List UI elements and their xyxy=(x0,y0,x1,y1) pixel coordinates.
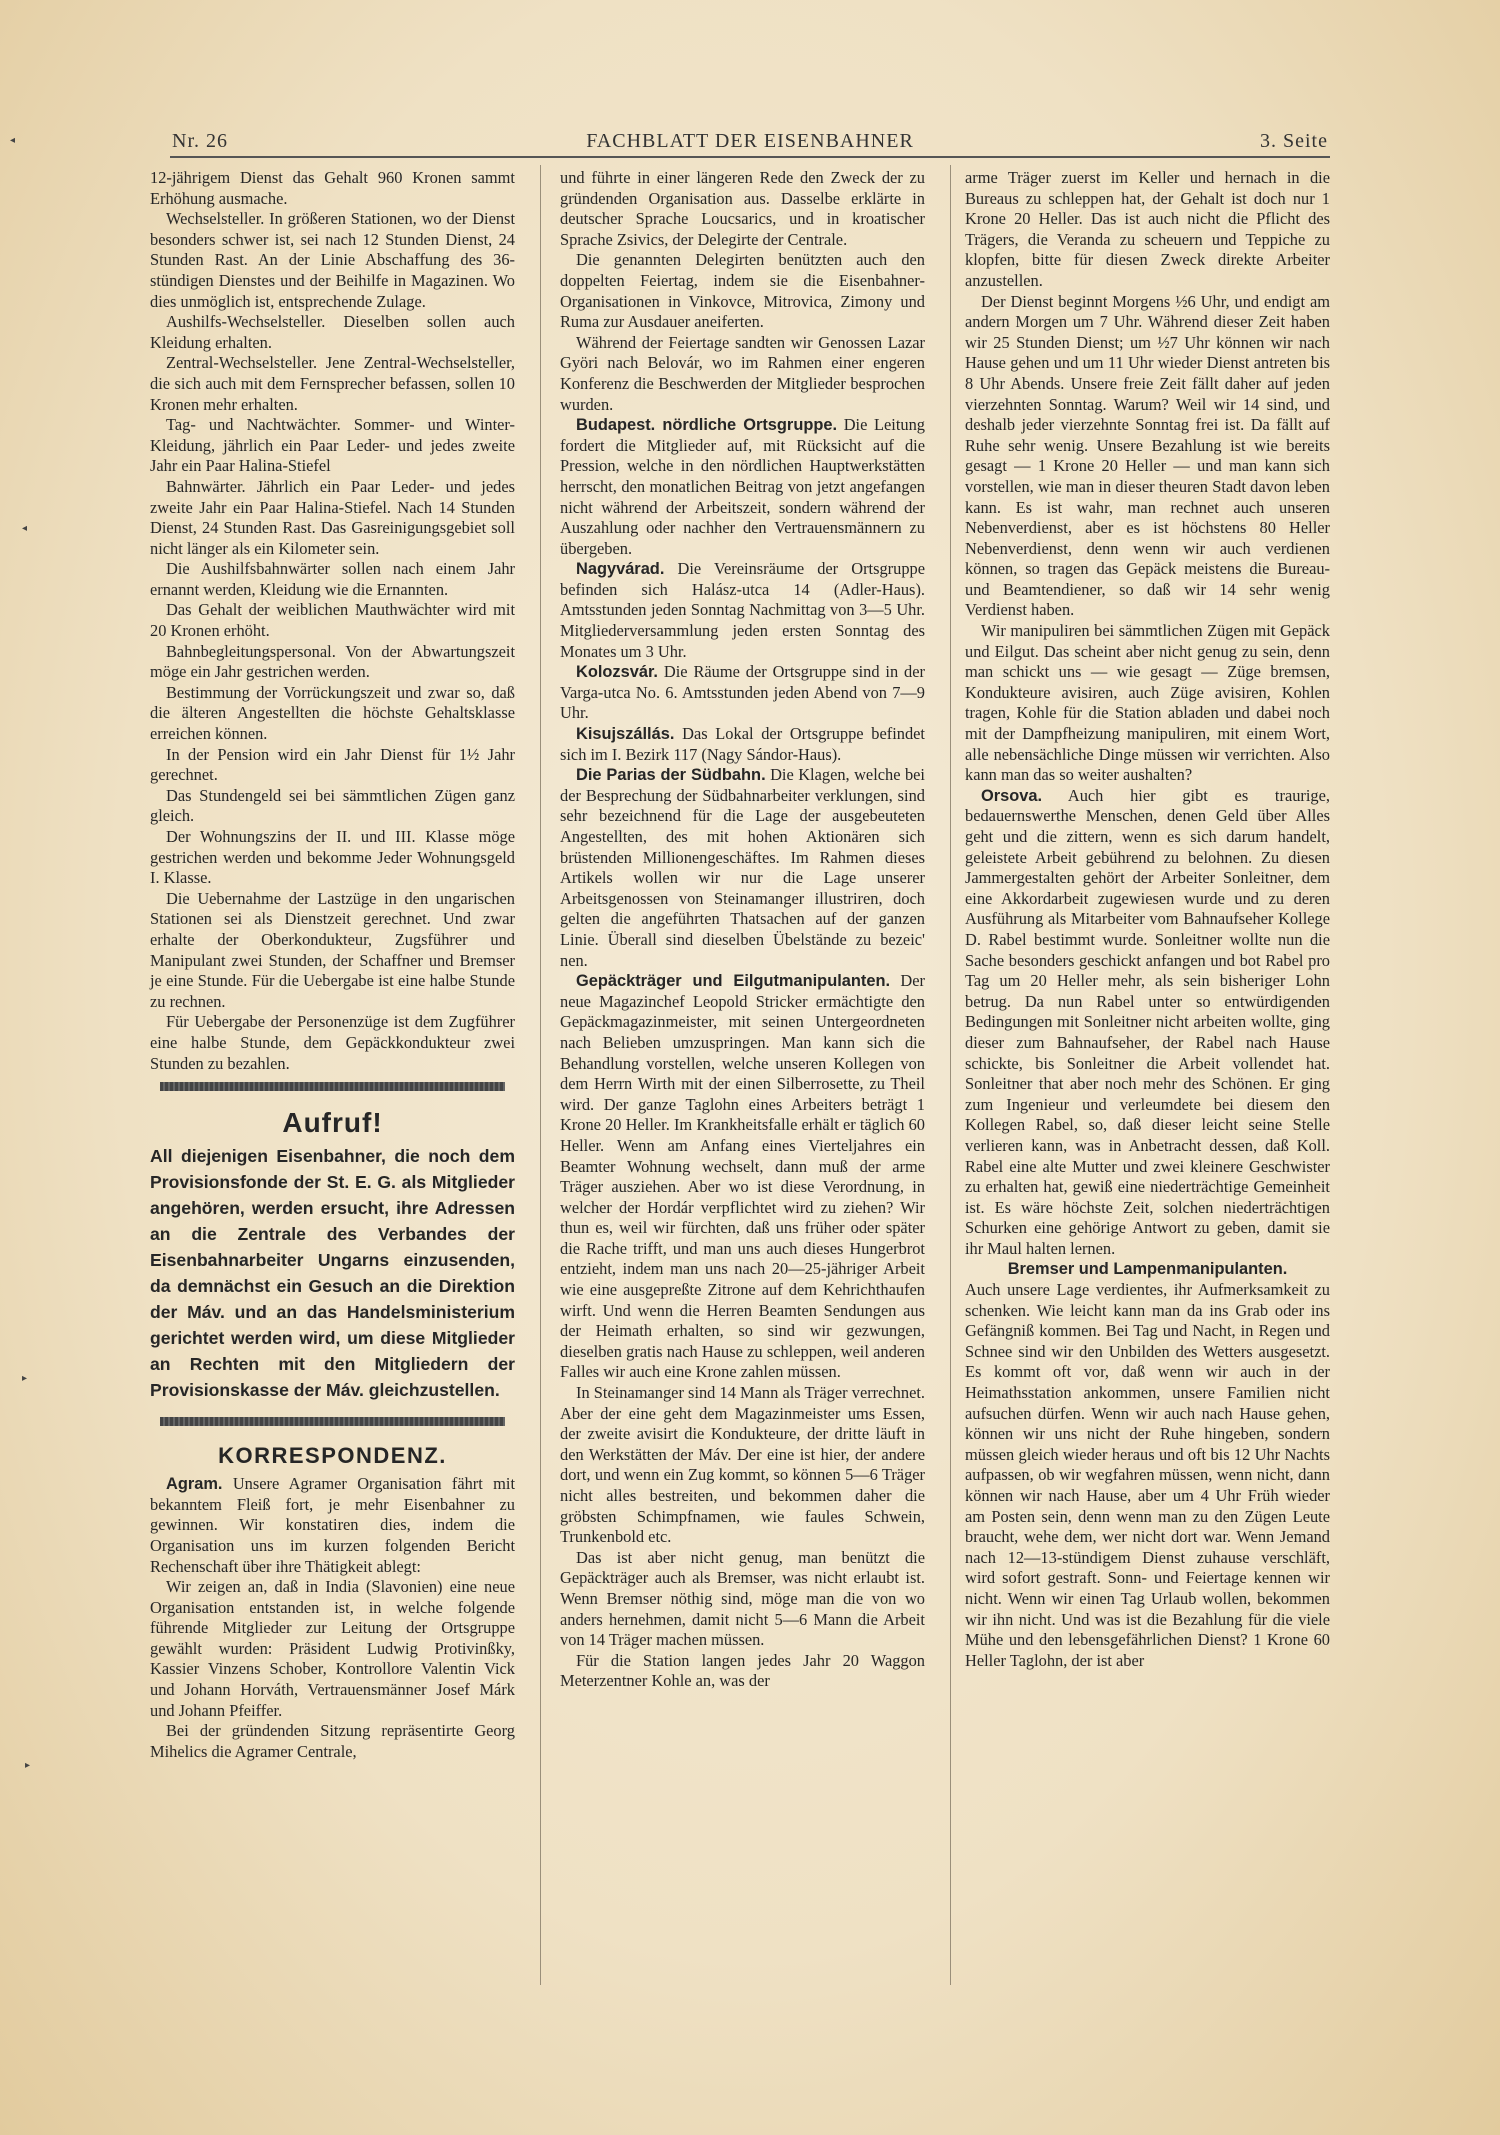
paragraph: In der Pension wird ein Jahr Dienst für 1½ Jahr gerechnet. xyxy=(150,744,515,785)
paragraph: Aushilfs-Wechselsteller. Dieselben sollen auch Kleidung erhalten. xyxy=(150,312,515,352)
paragraph: Wir zeigen an, daß in India (Slavonien) eine neue Organisation entstanden ist, in welche folgende führende Mitglieder zur Leitung der Ortsgruppe gewählt wurden: Präsident Ludwig Protivinßky, Kassier Vinzens Schober, Kontrollore Valentin Vick und Johann Horváth, Vertrauensmänner Josef Márk und Johann Pfeiffer. xyxy=(150,1577,515,1720)
paragraph: Bestimmung der Vorrückungszeit und zwar so, daß die älteren Angestellten die höchste Gehaltsklasse erreichen können. xyxy=(150,682,515,744)
place-heading: Kisujszállás. xyxy=(576,725,675,744)
article-heading: Die Parias der Südbahn. xyxy=(576,766,766,785)
column-1 xyxy=(150,168,515,1762)
place-heading: Budapest. nördliche Ortsgruppe. xyxy=(576,416,838,435)
place-heading: Kolozsvár. xyxy=(576,663,658,682)
paragraph: arme Träger zuerst im Keller und hernach in die Bureaus zu schleppen hat, der Gehalt ist doch nur 1 Krone 20 Heller. Das ist auch nicht die Pflicht des Trägers, die Veranda zu scheuern und Teppiche zu klopfen, bitte für diesen Zweck direkte Arbeiter anzustellen. xyxy=(965,168,1330,290)
place-heading: Orsova. xyxy=(981,786,1043,805)
korrespondenz-heading: KORRESPONDENZ. xyxy=(218,1443,447,1469)
column-2 xyxy=(560,168,925,1692)
paragraph: Für die Station langen jedes Jahr 20 Waggon Meterzentner Kohle an, was der xyxy=(560,1650,925,1691)
paragraph: Zentral-Wechselsteller. Jene Zentral-Wechselsteller, die sich auch mit dem Fernsprecher befassen, sollen 10 Kronen mehr erhalten. xyxy=(150,353,515,414)
section-divider-bar xyxy=(160,1417,505,1426)
paragraph-text: Die Leitung fordert die Mitglieder auf, mit Rücksicht auf die Pression, welche in den nördlichen Hauptwerkstätten herrscht, den monatlichen Beitrag von jetzt angefangen nicht während der Arbeitszeit, sondern während der Auszahlung oder nachher den Vertrauensmännern zu übergeben. xyxy=(560,415,925,558)
aufruf-heading: Aufruf! xyxy=(282,1107,383,1139)
paragraph: und führte in einer längeren Rede den Zweck der zu gründenden Organisation aus. Dasselbe erklärte in deutscher Sprache Loucsarics, und in kroatischer Sprache Zsivics, der Delegirte der Centrale. xyxy=(560,168,925,249)
paragraph: Das ist aber nicht genug, man benützt die Gepäckträger auch als Bremser, was nicht erlaubt ist. Wenn Bremser nöthig sind, möge man die von wo anders hernehmen, damit nicht 5—6 Mann die Arbeit von 14 Träger machen müssen. xyxy=(560,1547,925,1650)
paragraph xyxy=(560,559,925,662)
place-heading: Nagyvárad. xyxy=(576,560,665,579)
page-header xyxy=(170,130,1330,158)
paragraph: Bahnbegleitungspersonal. Von der Abwartungszeit möge ein Jahr gestrichen werden. xyxy=(150,641,515,682)
article-heading-text: Bremser und Lampenmanipulanten. xyxy=(1007,1260,1288,1279)
column-divider xyxy=(950,165,951,1985)
paragraph: Während der Feiertage sandten wir Genossen Lazar Györi nach Belovár, wo im Rahmen einer engeren Konferenz die Beschwerden der Mitglieder besprochen wurden. xyxy=(560,332,925,414)
paragraph: Bei der gründenden Sitzung repräsentirte Georg Mihelics die Agramer Centrale, xyxy=(150,1721,515,1761)
section-divider-bar xyxy=(160,1082,505,1091)
paragraph: Für Uebergabe der Personenzüge ist dem Zugführer eine halbe Stunde, dem Gepäckkondukteur zwei Stunden zu bezahlen. xyxy=(150,1012,515,1073)
paragraph-text: Die Klagen, welche bei der Besprechung der Südbahnarbeiter verklungen, sind sehr bezeichnend für die Lage der ausgebeuteten Angestellten, des mit hohen Aktionären sich brüstenden Millionengeschäftes. Im Rahmen dieses Artikels wollen wir nur die Lage unserer Arbeitsgenossen von Steinamanger illustriren, doch gelten die angeführten Thatsachen auf der ganzen Linie. Überall sind dieselben Übelstände zu bezeic' nen. xyxy=(560,765,925,970)
column-divider xyxy=(540,165,541,1985)
paragraph: Bahnwärter. Jährlich ein Paar Leder- und jedes zweite Jahr ein Paar Halina-Stiefel. Nach 14 Stunden Dienst, 24 Stunden Rast. Das Gasreinigungsgebiet soll nicht länger als ein Kilometer sein. xyxy=(150,476,515,558)
article-heading xyxy=(965,1259,1330,1280)
paragraph: Die genannten Delegirten benützten auch den doppelten Feiertag, indem sie die Eisenbahner-Organisationen in Vinkovce, Mitrovica, Zimony und Ruma zur Ausdauer aneiferten. xyxy=(560,250,925,332)
place-heading: Agram. xyxy=(166,1475,223,1494)
paragraph-text: Die Räume der Ortsgruppe sind in der Varga-utca No. 6. Amtsstunden jeden Abend von 7—9 Uhr. xyxy=(560,662,925,723)
paragraph: In Steinamanger sind 14 Mann als Träger verrechnet. Aber der eine geht dem Magazinmeister ums Essen, der zweite avisirt die Kondukteure, der dritte läuft in den Werkstätten der Máv. Der eine ist hier, der andere dort, und wenn ein Zug kommt, so können 5—6 Träger nicht alles bestreiten, und bekommen daher die gröbsten Schimpfnamen, wie faules Schwein, Trunkenbold etc. xyxy=(560,1383,925,1547)
page-number: 3. Seite xyxy=(1260,130,1328,152)
paragraph xyxy=(965,786,1330,1260)
paragraph-text: Unsere Agramer Organisation fährt mit bekanntem Fleiß fort, je mehr Eisenbahner zu gewinnen. Wir konstatiren dies, indem die Organisation uns im kurzen folgenden Bericht Rechenschaft über ihre Thätigkeit ablegt: xyxy=(150,1474,515,1576)
paragraph: Das Stundengeld sei bei sämmtlichen Zügen ganz gleich. xyxy=(150,785,515,826)
publication-title: FACHBLATT DER EISENBAHNER xyxy=(586,130,914,152)
paragraph xyxy=(560,971,925,1383)
margin-speck-icon: ◂ xyxy=(10,135,16,146)
paragraph xyxy=(560,765,925,971)
paragraph xyxy=(560,724,925,765)
column-3 xyxy=(965,168,1330,1671)
paragraph xyxy=(560,662,925,724)
paragraph-text: Das Lokal der Ortsgruppe befindet sich im I. Bezirk 117 (Nagy Sándor-Haus). xyxy=(560,724,925,764)
paragraph: Das Gehalt der weiblichen Mauthwächter wird mit 20 Kronen erhöht. xyxy=(150,600,515,641)
article-heading: Gepäckträger und Eilgutmanipulanten. xyxy=(576,972,891,991)
paragraph xyxy=(560,415,925,559)
paragraph: Wir manipuliren bei sämmtlichen Zügen mit Gepäck und Eilgut. Das scheint aber nicht genug zu sein, denn man schickt uns — wie gesagt — Züge bremsen, Kondukteure avisiren, auch Züge avisiren, Kohlen tragen, Kohle für die Station abladen und dabei noch mit der Dampfheizung manipuliren, mit einem Wort, alle nebensächliche Dinge müssen wir verrichten. Also kann man das so weiter aushalten? xyxy=(965,621,1330,785)
paragraph: 12-jährigem Dienst das Gehalt 960 Kronen sammt Erhöhung ausmache. xyxy=(150,168,515,208)
issue-number: Nr. 26 xyxy=(172,130,228,152)
paragraph: Der Dienst beginnt Morgens ½6 Uhr, und endigt am andern Morgen um 7 Uhr. Während dieser Zeit haben wir 25 Stunden Dienst; um ½7 Uhr können wir nach Hause gehen und um 11 Uhr wieder Dienst antreten bis 8 Uhr Abends. Unsere freie Zeit fällt daher auf jeden vierzehnten Sonntag. Warum? Weil wir 14 sind, und deshalb jeder vierzehnte Sonntag frei ist. Da fällt auf Ruhe sehr wenig. Unsere Bezahlung ist wie bereits gesagt — 1 Krone 20 Heller — und man kann sich vorstellen, wie man in dieser theuren Stadt davon leben kann. Es ist wahr, man rechnet auch unseren Nebenverdienst, aber es ist höchstens 80 Heller Nebenverdienst, denn wenn wir auch verdienen können, so tragen das Gepäck meistens die Bureau- und Beamtendiener, so daß wir 14 sehr wenig Verdienst haben. xyxy=(965,291,1330,620)
paragraph: Die Uebernahme der Lastzüge in den ungarischen Stationen sei als Dienstzeit gerechnet. Und zwar erhalte der Oberkondukteur, Zugsführer und Manipulant zwei Stunden, der Schaffner und Bremser je eine Stunde. Für die Uebergabe ist eine halbe Stunde zu rechnen. xyxy=(150,888,515,1011)
margin-speck-icon: ◂ xyxy=(22,523,28,534)
margin-speck-icon: ▸ xyxy=(22,1373,28,1384)
paragraph xyxy=(150,1474,515,1577)
aufruf-text: All diejenigen Eisenbahner, die noch dem Provisionsfonde der St. E. G. als Mitglieder angehören, werden ersucht, ihre Adressen an die Zentrale des Verbandes der Eisenbahnarbeiter Ungarns einzusenden, da demnächst ein Gesuch an die Direktion der Máv. und an das Handelsministerium gerichtet werden wird, um diese Mitglieder an Rechten mit den Mitgliedern der Provisionskasse der Máv. gleichzustellen. xyxy=(150,1146,515,1401)
paragraph-text: Der neue Magazinchef Leopold Stricker ermächtigte den Gepäckmagazinmeister, mit seinen Untergeordneten nach Belieben umzuspringen. Man kann sich die Behandlung vorstellen, welche unseren Kollegen von dem Herrn Wirth mit der einen Silberrosette, zu Theil wird. Der ganze Taglohn eines Arbeiters beträgt 1 Krone 20 Heller. Im Krankheitsfalle erhält er täglich 60 Heller. Wenn am Anfang eines Vierteljahres ein Beamter Wohnung wechselt, dann muß der arme Träger ausziehen. Aber wo ist diese Verordnung, in welcher der Hordár verpflichtet wird zu ziehen? Wir thun es, weil wir fürchten, daß uns früher oder später die Rache trifft, und man uns auch dieses Hungerbrot entzieht, indem man uns nach 20—25-jähriger Arbeit wie eine ausgepreßte Zitrone auf dem Kehrichthaufen wirft. Und wenn die Herren Beamten Sendungen aus der Heimath erhalten, so sind wir gezwungen, dieselben gratis nach Hause zu schleppen, weil anderen Falles wir auch eine Krone zahlen müssen. xyxy=(560,971,925,1382)
paragraph-text: Auch hier gibt es traurige, bedauernswerthe Menschen, denen Geld über Alles geht und die zittern, wenn es sich darum handelt, geleistete Arbeit gebührend zu belohnen. Zu diesen Jammergestalten gehört der Arbeiter Sonleitner, dem eine Akkordarbeit zugewiesen wurde und zu deren Ausführung als Mitarbeiter vom Bahnaufseher Kollege D. Rabel bestimmt wurde. Sonleitner wollte nun die Sache besonders geschickt anfangen und bot Rabel pro Tag um 20 Heller mehr, als sein bisheriger Lohn betrug. Da nun Rabel unter so entwürdigenden Bedingungen mit Sonleitner nicht arbeiten wollte, ging dieser zum Bahnaufseher, der Rabel nach Hause schickte, bis Sonleitner die Arbeit vollendet hat. Sonleitner that aber noch mehr des Schönen. Er ging zum Ingenieur und verleumdete bei diesem den Kollegen Rabel, so, daß dieser leicht seine Stelle verlieren kann, was in Anbetracht dessen, daß Koll. Rabel eine alte Mutter und zwei kleinere Geschwister zu erhalten hat, gewiß eine niederträchtige Gemeinheit ist. Es wäre höchste Zeit, solchen niederträchtigen Schurken eine gehörige Antwort zu geben, damit sie ihr Maul halten lernen. xyxy=(965,785,1330,1258)
paragraph: Wechselsteller. In größeren Stationen, wo der Dienst besonders schwer ist, sei nach 12 Stunden Dienst, 24 Stunden Rast. An der Linie Abschaffung des 36-stündigen Dienstes und der Beihilfe in Magazinen. Wo dies unmöglich ist, entsprechende Zulage. xyxy=(150,209,515,311)
paragraph-text: Die Vereinsräume der Ortsgruppe befinden sich Halász-utca 14 (Adler-Haus). Amtsstunden jeden Sonntag Nachmittag von 3—5 Uhr. Mitgliederversammlung jeden ersten Sonntag des Monates um 3 Uhr. xyxy=(560,559,925,661)
paragraph: Die Aushilfsbahnwärter sollen nach einem Jahr ernannt werden, Kleidung wie die Ernannten. xyxy=(150,559,515,599)
paragraph: Tag- und Nachtwächter. Sommer- und Winter-Kleidung, jährlich ein Paar Leder- und jedes zweite Jahr ein Paar Halina-Stiefel xyxy=(150,415,515,476)
paragraph: Auch unsere Lage verdientes, ihr Aufmerksamkeit zu schenken. Wie leicht kann man da ins Grab oder ins Gefängniß kommen. Bei Tag und Nacht, in Regen und Schnee sind wir den Unbilden des Wetters ausgesetzt. Es kommt oft vor, daß wenn wir auch in der Heimathsstation ankommen, unsere Familien nicht aufsuchen dürfen. Wenn wir auch nach Hause gehen, können wir uns nicht der Ruhe hingeben, sondern müssen gleich wieder heraus und oft bis 12 Uhr Nachts aufpassen, ob wir wegfahren müssen, wenn nicht, dann können wir nach Hause, aber um 4 Uhr Früh wieder am Posten sein, denn wenn man zu den Zügen Leute braucht, wehe dem, wer nicht dort war. Wenn Jemand nach 12—13-stündigem Dienst zuhause verschläft, wird sofort gestraft. Sonn- und Feiertage kennen wir nicht. Wenn wir einen Tag Urlaub wollen, bekommen wir ihn nicht. Und was ist die Bezahlung für die viele Mühe und den lebensgefährlichen Dienst? 1 Krone 60 Heller Taglohn, der ist aber xyxy=(965,1280,1330,1670)
paragraph: Der Wohnungszins der II. und III. Klasse möge gestrichen werden und bekomme Jeder Wohnungsgeld I. Klasse. xyxy=(150,827,515,888)
margin-speck-icon: ▸ xyxy=(25,1760,31,1771)
